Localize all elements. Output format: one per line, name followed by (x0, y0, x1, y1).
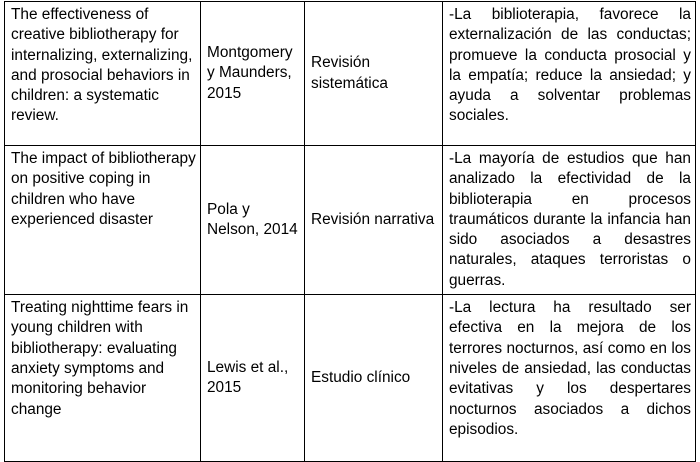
study-findings-cell: -La mayoría de estudios que han analizado la efectividad de la biblioterapia en procesos traumáticos durante la infancia han sido asociados a desastres naturales, ataques terroristas o guerras. (443, 146, 696, 295)
study-author-cell: Lewis et al., 2015 (201, 295, 305, 462)
study-type-cell: Revisión sistemática (305, 2, 443, 146)
study-type-cell: Revisión narrativa (305, 146, 443, 295)
study-title-cell: Treating nighttime fears in young children with bibliotherapy: evaluating anxiety symptoms and monitoring behavior change (5, 295, 201, 462)
study-author-cell: Montgomery y Maunders, 2015 (201, 2, 305, 146)
study-findings-cell: -La biblioterapia, favorece la externalización de las conductas; promueve la conducta prosocial y la empatía; reduce la ansiedad; y ayuda a solventar problemas sociales. (443, 2, 696, 146)
literature-table (4, 1, 696, 462)
table-row (5, 146, 696, 295)
study-findings-cell: -La lectura ha resultado ser efectiva en la mejora de los terrores nocturnos, así como en los niveles de ansiedad, las conductas evitativas y los despertares nocturnos asociados a dichos episodios. (443, 295, 696, 462)
table-row (5, 2, 696, 146)
study-title-cell: The effectiveness of creative bibliotherapy for internalizing, externalizing, and prosocial behaviors in children: a systematic review. (5, 2, 201, 146)
table-row (5, 295, 696, 462)
study-author-cell: Pola y Nelson, 2014 (201, 146, 305, 295)
study-type-cell: Estudio clínico (305, 295, 443, 462)
study-title-cell: The impact of bibliotherapy on positive coping in children who have experienced disaster (5, 146, 201, 295)
